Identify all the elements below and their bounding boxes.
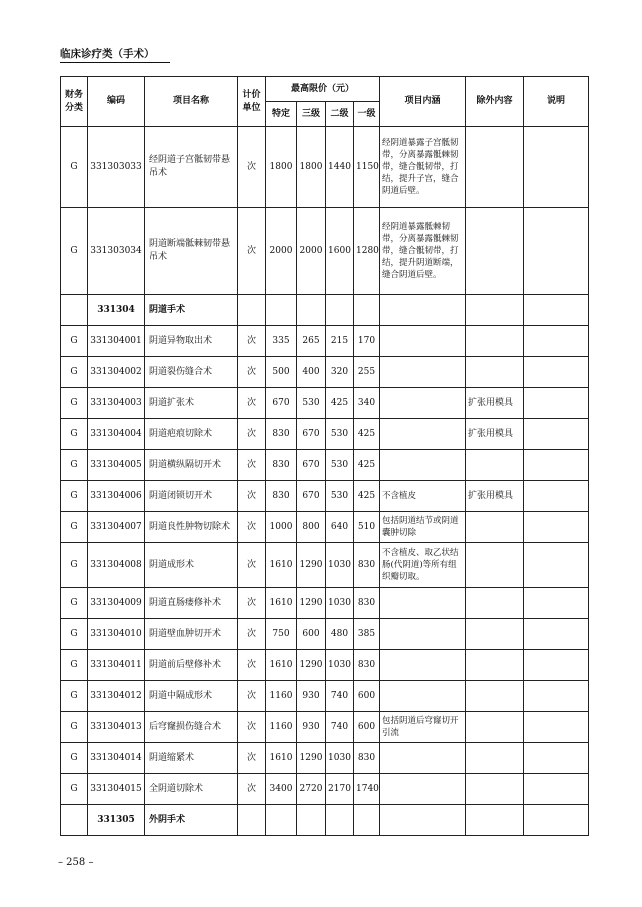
cell-code: 331304013 [88,712,145,743]
cell-notes [524,295,589,326]
section-row [61,295,589,326]
cell-level3: 930 [297,681,326,712]
page-header: 临床诊疗类（手术） [60,48,155,60]
col-header-notes: 说明 [524,77,589,127]
cell-special: 3400 [266,774,297,805]
table-row [61,481,589,512]
cell-exclusions [466,127,524,208]
cell-notes [524,512,589,543]
cell-name: 阴道横纵隔切开术 [145,450,238,481]
cell-content [380,357,466,388]
cell-notes [524,208,589,295]
cell-level1: 255 [354,357,380,388]
cell-notes [524,805,589,836]
cell-content [380,388,466,419]
cell-unit: 次 [238,357,266,388]
cell-content: 包括阴道后穹窿切开引流 [380,712,466,743]
table-row [61,543,589,588]
cell-level2: 530 [326,481,354,512]
cell-level2 [326,295,354,326]
cell-exclusions [466,774,524,805]
cell-unit: 次 [238,450,266,481]
cell-code: 331303033 [88,127,145,208]
cell-special: 830 [266,481,297,512]
cell-code: 331303034 [88,208,145,295]
cell-exclusions: 扩张用模具 [466,481,524,512]
cell-unit: 次 [238,650,266,681]
cell-name: 阴道良性肿物切除术 [145,512,238,543]
cell-level2: 530 [326,450,354,481]
cell-level2: 1030 [326,588,354,619]
cell-category: G [61,127,88,208]
col-header-category: 财务分类 [61,77,88,127]
cell-code: 331304004 [88,419,145,450]
cell-level2: 480 [326,619,354,650]
cell-special: 335 [266,326,297,357]
cell-notes [524,650,589,681]
cell-category: G [61,650,88,681]
cell-category [61,805,88,836]
cell-unit: 次 [238,588,266,619]
cell-content: 经阴道暴露骶棘韧带，分离暴露骶棘韧带，缝合骶韧带，打结，提升阴道断端，缝合阴道后壁。 [380,208,466,295]
cell-name: 阴道中隔成形术 [145,681,238,712]
cell-special: 1610 [266,588,297,619]
cell-notes [524,357,589,388]
cell-level1: 830 [354,650,380,681]
table-row [61,743,589,774]
cell-code: 331305 [88,805,145,836]
table-row [61,388,589,419]
cell-code: 331304014 [88,743,145,774]
cell-code: 331304005 [88,450,145,481]
cell-level2: 530 [326,419,354,450]
fee-table [60,76,589,836]
cell-category: G [61,712,88,743]
cell-category: G [61,450,88,481]
cell-content [380,774,466,805]
cell-unit: 次 [238,743,266,774]
cell-unit: 次 [238,127,266,208]
cell-unit: 次 [238,774,266,805]
cell-unit: 次 [238,208,266,295]
table-row [61,326,589,357]
cell-name: 阴道裂伤缝合术 [145,357,238,388]
cell-level1: 1150 [354,127,380,208]
cell-content [380,295,466,326]
cell-code: 331304 [88,295,145,326]
cell-name: 阴道闭锁切开术 [145,481,238,512]
cell-level1: 510 [354,512,380,543]
cell-unit: 次 [238,543,266,588]
cell-level1: 425 [354,419,380,450]
cell-code: 331304002 [88,357,145,388]
cell-content [380,805,466,836]
cell-level3: 930 [297,712,326,743]
cell-exclusions [466,712,524,743]
cell-special: 2000 [266,208,297,295]
cell-notes [524,450,589,481]
table-row [61,650,589,681]
cell-level2: 740 [326,681,354,712]
cell-special: 670 [266,388,297,419]
cell-level3: 600 [297,619,326,650]
cell-content [380,450,466,481]
cell-category: G [61,588,88,619]
cell-level1: 425 [354,481,380,512]
cell-special: 1610 [266,743,297,774]
cell-special: 500 [266,357,297,388]
cell-name: 阴道壁血肿切开术 [145,619,238,650]
cell-special: 1800 [266,127,297,208]
col-header-name: 项目名称 [145,77,238,127]
cell-unit: 次 [238,619,266,650]
cell-notes [524,774,589,805]
cell-level3: 670 [297,419,326,450]
cell-special: 1160 [266,681,297,712]
cell-category: G [61,681,88,712]
cell-level1: 1280 [354,208,380,295]
cell-exclusions [466,805,524,836]
cell-name: 阴道扩张术 [145,388,238,419]
cell-notes [524,326,589,357]
header-rule [60,62,170,63]
cell-level1: 340 [354,388,380,419]
cell-level3: 800 [297,512,326,543]
cell-exclusions [466,512,524,543]
cell-category: G [61,419,88,450]
table-row [61,619,589,650]
cell-name: 后穹窿损伤缝合术 [145,712,238,743]
col-header-special: 特定 [266,102,297,127]
cell-exclusions [466,450,524,481]
cell-level3: 265 [297,326,326,357]
cell-content: 不含植皮、取乙状结肠(代阴道)等所有组织瓣切取。 [380,543,466,588]
cell-category: G [61,543,88,588]
cell-exclusions: 扩张用模具 [466,419,524,450]
cell-level1: 1740 [354,774,380,805]
cell-content [380,619,466,650]
cell-level1 [354,805,380,836]
cell-content [380,588,466,619]
cell-level3: 1290 [297,650,326,681]
cell-code: 331304006 [88,481,145,512]
cell-content [380,326,466,357]
cell-exclusions [466,326,524,357]
cell-name: 阴道断端骶棘韧带悬吊术 [145,208,238,295]
cell-notes [524,481,589,512]
col-header-code: 编码 [88,77,145,127]
cell-code: 331304012 [88,681,145,712]
cell-category: G [61,743,88,774]
cell-notes [524,588,589,619]
cell-code: 331304003 [88,388,145,419]
cell-code: 331304011 [88,650,145,681]
cell-exclusions [466,743,524,774]
cell-level2: 1030 [326,743,354,774]
cell-level3: 1290 [297,743,326,774]
col-header-level3: 三级 [297,102,326,127]
table-row [61,208,589,295]
cell-content: 不含植皮 [380,481,466,512]
cell-exclusions [466,588,524,619]
cell-level3: 670 [297,481,326,512]
cell-name: 经阴道子宫骶韧带悬吊术 [145,127,238,208]
cell-special: 1610 [266,650,297,681]
cell-level3: 1800 [297,127,326,208]
page-number: – 258 – [58,857,94,868]
cell-notes [524,543,589,588]
table-row [61,127,589,208]
cell-code: 331304010 [88,619,145,650]
cell-special: 1000 [266,512,297,543]
cell-level1: 385 [354,619,380,650]
table-row [61,681,589,712]
cell-level1: 830 [354,543,380,588]
cell-category [61,295,88,326]
cell-level3: 2000 [297,208,326,295]
cell-code: 331304007 [88,512,145,543]
cell-exclusions [466,650,524,681]
cell-special: 1160 [266,712,297,743]
cell-unit: 次 [238,681,266,712]
cell-level3: 1290 [297,543,326,588]
table-row [61,774,589,805]
cell-code: 331304001 [88,326,145,357]
cell-content [380,743,466,774]
cell-level2: 1600 [326,208,354,295]
cell-level2: 215 [326,326,354,357]
cell-notes [524,619,589,650]
cell-category: G [61,326,88,357]
cell-exclusions [466,357,524,388]
cell-unit: 次 [238,419,266,450]
cell-notes [524,743,589,774]
cell-code: 331304008 [88,543,145,588]
cell-special [266,805,297,836]
cell-unit: 次 [238,512,266,543]
cell-name: 全阴道切除术 [145,774,238,805]
cell-name: 阴道异物取出术 [145,326,238,357]
cell-level1: 830 [354,588,380,619]
cell-level3: 400 [297,357,326,388]
cell-level3: 670 [297,450,326,481]
cell-exclusions [466,543,524,588]
cell-special: 750 [266,619,297,650]
cell-unit: 次 [238,481,266,512]
col-header-exclusions: 除外内容 [466,77,524,127]
cell-exclusions: 扩张用模具 [466,388,524,419]
cell-exclusions [466,619,524,650]
cell-level2: 425 [326,388,354,419]
cell-category: G [61,774,88,805]
section-row [61,805,589,836]
cell-level2 [326,805,354,836]
cell-unit [238,295,266,326]
cell-notes [524,127,589,208]
cell-exclusions [466,295,524,326]
cell-exclusions [466,208,524,295]
cell-level1: 600 [354,681,380,712]
cell-name: 阴道直肠瘘修补术 [145,588,238,619]
cell-level2: 1030 [326,650,354,681]
col-header-level1: 一级 [354,102,380,127]
cell-special: 1610 [266,543,297,588]
cell-notes [524,712,589,743]
table-row [61,450,589,481]
cell-code: 331304009 [88,588,145,619]
cell-level1: 425 [354,450,380,481]
cell-exclusions [466,681,524,712]
cell-category: G [61,357,88,388]
cell-level1: 600 [354,712,380,743]
cell-level2: 1440 [326,127,354,208]
cell-level2: 640 [326,512,354,543]
cell-level2: 2170 [326,774,354,805]
cell-special: 830 [266,450,297,481]
cell-content [380,419,466,450]
cell-special: 830 [266,419,297,450]
cell-name: 阴道前后壁修补术 [145,650,238,681]
cell-notes [524,681,589,712]
cell-level1: 170 [354,326,380,357]
col-header-level2: 二级 [326,102,354,127]
cell-category: G [61,388,88,419]
cell-level3 [297,295,326,326]
cell-level3 [297,805,326,836]
cell-level2: 320 [326,357,354,388]
cell-category: G [61,481,88,512]
cell-level3: 2720 [297,774,326,805]
col-header-unit: 计价单位 [238,77,266,127]
col-header-price-group: 最高限价（元） [266,77,380,102]
cell-level2: 1030 [326,543,354,588]
cell-level1 [354,295,380,326]
cell-level3: 1290 [297,588,326,619]
table-row [61,357,589,388]
table-row [61,712,589,743]
cell-content: 经阴道暴露子宫骶韧带，分离暴露骶棘韧带，缝合骶韧带，打结，提升子宫，缝合阴道后壁。 [380,127,466,208]
cell-notes [524,388,589,419]
cell-code: 331304015 [88,774,145,805]
cell-level3: 530 [297,388,326,419]
cell-name: 阴道手术 [145,295,238,326]
cell-unit: 次 [238,388,266,419]
cell-name: 阴道成形术 [145,543,238,588]
cell-level2: 740 [326,712,354,743]
col-header-content: 项目内涵 [380,77,466,127]
cell-name: 阴道缩紧术 [145,743,238,774]
cell-unit [238,805,266,836]
cell-notes [524,419,589,450]
cell-name: 外阴手术 [145,805,238,836]
cell-unit: 次 [238,712,266,743]
cell-special [266,295,297,326]
cell-category: G [61,208,88,295]
cell-content [380,650,466,681]
table-row [61,419,589,450]
table-row [61,588,589,619]
cell-name: 阴道疤痕切除术 [145,419,238,450]
cell-content: 包括阴道结节或阴道囊肿切除 [380,512,466,543]
table-row [61,512,589,543]
cell-unit: 次 [238,326,266,357]
cell-level1: 830 [354,743,380,774]
cell-category: G [61,512,88,543]
cell-category: G [61,619,88,650]
cell-content [380,681,466,712]
